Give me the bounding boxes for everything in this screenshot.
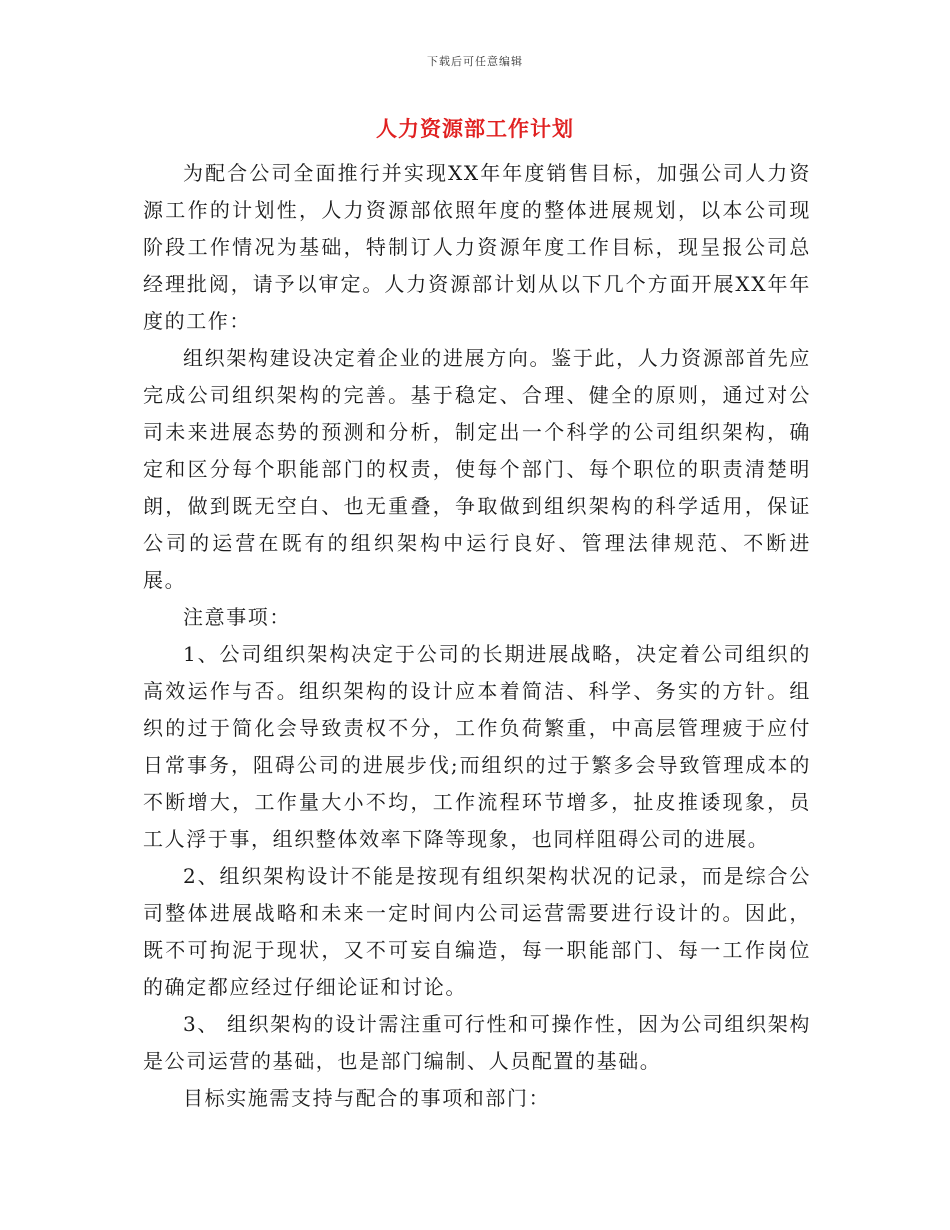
paragraph-note-3: 3、 组织架构的设计需注重可行性和可操作性，因为公司组织架构是公司运营的基础，也是部门编制、人员配置的基础。 (143, 1012, 811, 1073)
paragraph-intro: 为配合公司全面推行并实现XX年年度销售目标，加强公司人力资源工作的计划性，人力资源部依照年度的整体进展规划，以本公司现阶段工作情况为基础，特制订人力资源年度工作目标，现呈报公司总经理批阅，请予以审定。人力资源部计划从以下几个方面开展XX年年度的工作： (143, 161, 811, 333)
paragraph-notes-heading: 注意事项： (183, 605, 291, 629)
paragraph-note-2: 2、组织架构设计不能是按现有组织架构状况的记录，而是综合公司整体进展战略和未来一定时间内公司运营需要进行设计的。因此，既不可拘泥于现状，又不可妄自编造，每一职能部门、每一工作岗位的确定都应经过仔细论证和讨论。 (143, 864, 811, 999)
document-title: 人力资源部工作计划 (376, 116, 574, 141)
paragraph-note-1: 1、公司组织架构决定于公司的长期进展战略，决定着公司组织的高效运作与否。组织架构的设计应本着简洁、科学、务实的方针。组织的过于简化会导致责权不分，工作负荷繁重，中高层管理疲于应付日常事务，阻碍公司的进展步伐;而组织的过于繁多会导致管理成本的不断增大，工作量大小不均，工作流程环节增多，扯皮推诿现象，员工人浮于事，组织整体效率下降等现象，也同样阻碍公司的进展。 (143, 642, 811, 851)
document-body (143, 155, 811, 1117)
header-note: 下载后可任意编辑 (427, 55, 523, 68)
paragraph-org-structure: 组织架构建设决定着企业的进展方向。鉴于此，人力资源部首先应完成公司组织架构的完善。基于稳定、合理、健全的原则，通过对公司未来进展态势的预测和分析，制定出一个科学的公司组织架构，确定和区分每个职能部门的权责，使每个部门、每个职位的职责清楚明朗，做到既无空白、也无重叠，争取做到组织架构的科学适用，保证公司的运营在既有的组织架构中运行良好、管理法律规范、不断进展。 (143, 346, 811, 592)
paragraph-support-heading: 目标实施需支持与配合的事项和部门： (183, 1086, 551, 1110)
